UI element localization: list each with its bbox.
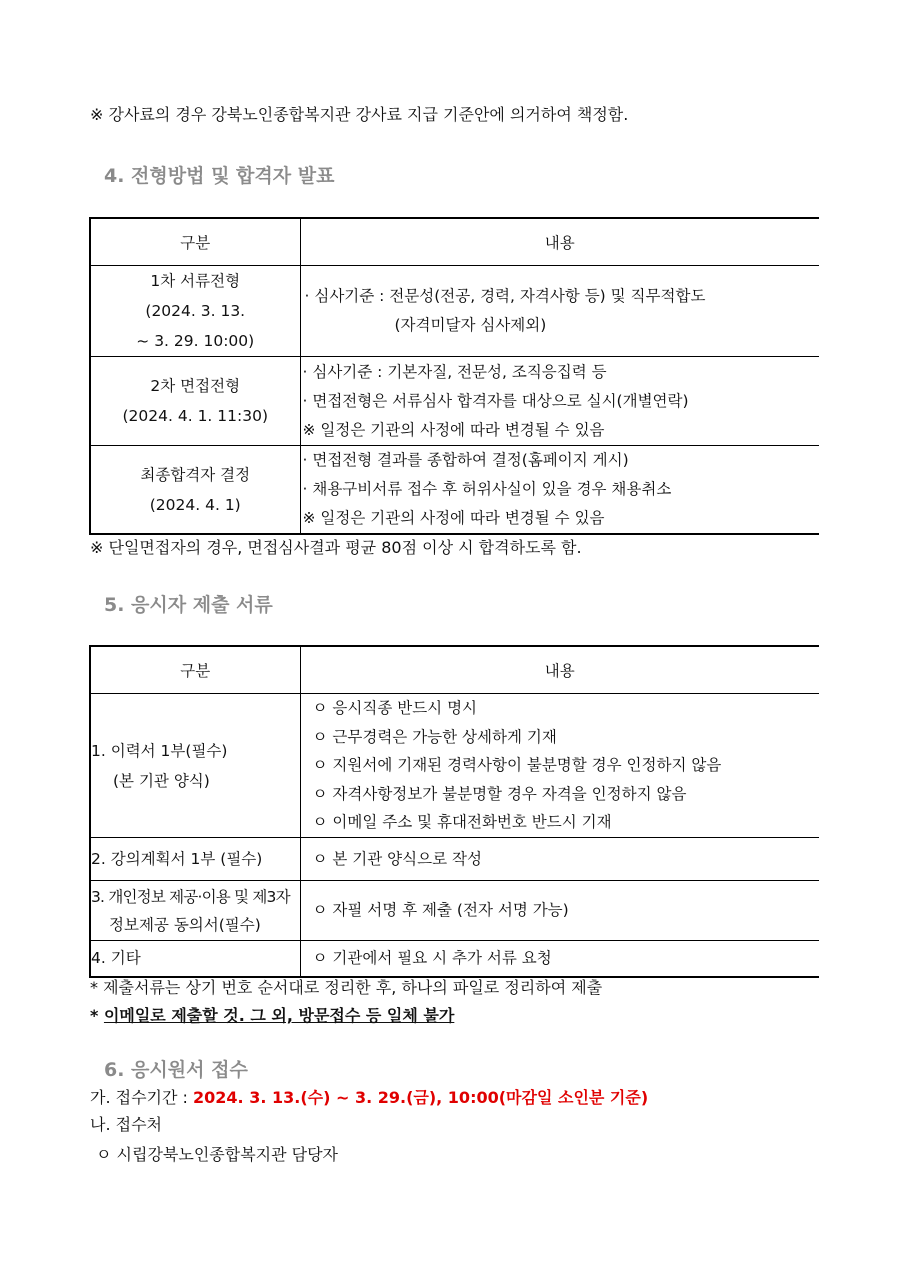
row-label: 2. 강의계획서 1부 (필수) [90, 838, 300, 881]
col-header-content: 내용 [300, 218, 819, 266]
row-content: · 심사기준 : 전문성(전공, 경력, 자격사항 등) 및 직무적합도 (자격미달자 심사제외) [300, 266, 819, 357]
section5-footnote: * 제출서류는 상기 번호 순서대로 정리한 후, 하나의 파일로 정리하여 제출 [90, 978, 603, 997]
col-header-category: 구분 [90, 646, 300, 694]
section5-email-only-note: * 이메일로 제출할 것. 그 외, 방문접수 등 일체 불가 [90, 1006, 455, 1025]
row-label: 3. 개인정보 제공·이용 및 제3자 정보제공 동의서(필수) [90, 881, 300, 941]
documents-table [89, 645, 819, 978]
table-row [90, 838, 819, 881]
row-label: 1. 이력서 1부(필수) (본 기관 양식) [90, 694, 300, 838]
deadline-text: 2024. 3. 13.(수) ~ 3. 29.(금), 10:00(마감일 소인분 기준) [193, 1088, 649, 1107]
application-place-label: 나. 접수처 [90, 1115, 162, 1134]
col-header-category: 구분 [90, 218, 300, 266]
table-row [90, 941, 819, 977]
table-row [90, 266, 819, 357]
row-label: 1차 서류전형 (2024. 3. 13. ~ 3. 29. 10:00) [90, 266, 300, 357]
row-label: 최종합격자 결정 (2024. 4. 1) [90, 446, 300, 535]
row-content: ㅇ 응시직종 반드시 명시 ㅇ 근무경력은 가능한 상세하게 기재 ㅇ 지원서에 기재된 경력사항이 불분명할 경우 인정하지 않음 ㅇ 자격사항정보가 불분명할 경우 자격을 인정하지 않음 ㅇ 이메일 주소 및 휴대전화번호 반드시 기재 [300, 694, 819, 838]
section6-heading: 6. 응시원서 접수 [104, 1059, 248, 1081]
selection-table [89, 217, 819, 535]
table-row [90, 694, 819, 838]
table-row [90, 357, 819, 446]
top-note: ※ 강사료의 경우 강북노인종합복지관 강사료 지급 기준안에 의거하여 책정함. [90, 105, 629, 124]
table-header-row [90, 218, 819, 266]
table-row [90, 881, 819, 941]
section4-footnote: ※ 단일면접자의 경우, 면접심사결과 평균 80점 이상 시 합격하도록 함. [90, 538, 582, 557]
section4-heading: 4. 전형방법 및 합격자 발표 [104, 165, 335, 187]
row-content: ㅇ 기관에서 필요 시 추가 서류 요청 [312, 948, 552, 967]
row-content: ㅇ 자필 서명 후 제출 (전자 서명 가능) [300, 881, 819, 941]
table-row [90, 446, 819, 535]
row-content: · 면접전형 결과를 종합하여 결정(홈페이지 게시) · 채용구비서류 접수 후 허위사실이 있을 경우 채용취소 ※ 일정은 기관의 사정에 따라 변경될 수 있음 [302, 451, 672, 527]
application-place-value: ㅇ 시립강북노인종합복지관 담당자 [96, 1145, 339, 1164]
row-content: · 심사기준 : 기본자질, 전문성, 조직응집력 등 · 면접전형은 서류심사 합격자를 대상으로 실시(개별연락) ※ 일정은 기관의 사정에 따라 변경될 수 있음 [300, 357, 819, 446]
application-period: 가. 접수기간 : 2024. 3. 13.(수) ~ 3. 29.(금), 10:00(마감일 소인분 기준) [90, 1088, 649, 1107]
section5-heading: 5. 응시자 제출 서류 [104, 594, 273, 616]
table-header-row [90, 646, 819, 694]
row-label: 4. 기타 [90, 941, 300, 977]
row-content: ㅇ 본 기관 양식으로 작성 [300, 838, 819, 881]
row-label: 2차 면접전형 (2024. 4. 1. 11:30) [90, 357, 300, 446]
col-header-content: 내용 [300, 646, 819, 694]
